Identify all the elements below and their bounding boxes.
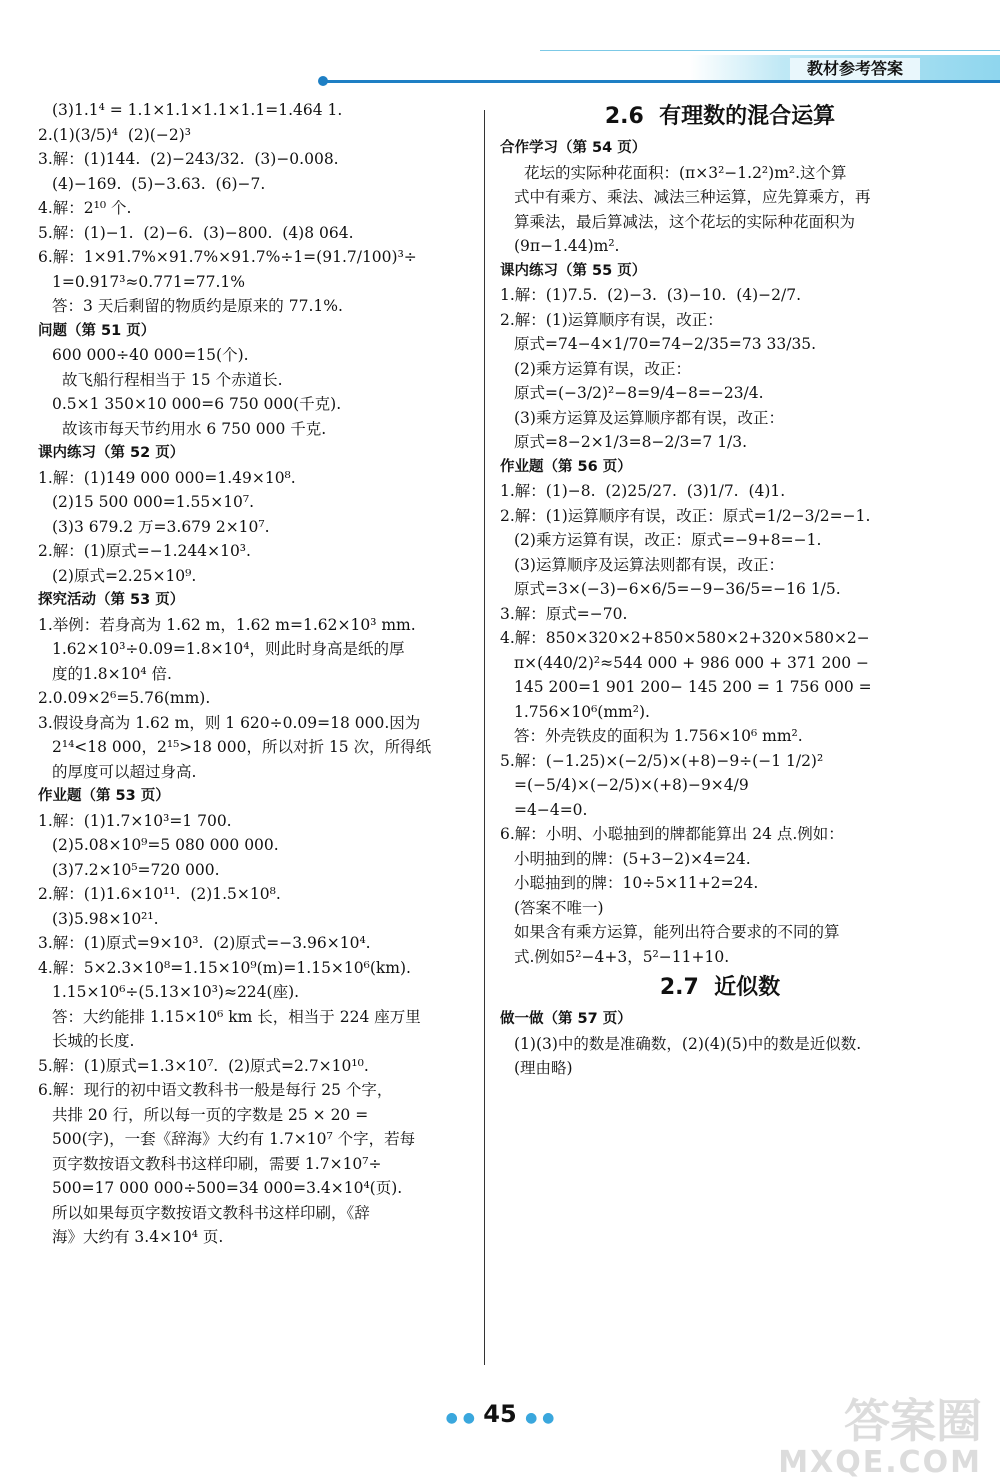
answer-line: π×(440/2)²≈544 000 + 986 000 + 371 200 − xyxy=(514,653,870,672)
answer-line: 1.解：(1)149 000 000=1.49×10⁸. xyxy=(38,468,296,487)
answer-line: (9π−1.44)m². xyxy=(514,237,620,255)
header-accent-line xyxy=(540,50,1000,51)
answer-line: 3.解：原式=−70. xyxy=(500,604,628,623)
answer-line: (理由略) xyxy=(514,1059,573,1077)
answer-line: 海》大约有 3.4×10⁴ 页. xyxy=(52,1228,224,1246)
answer-line: 原式=8−2×1/3=8−2/3=7 1/3. xyxy=(514,433,748,451)
subsection-heading: 做一做（第 57 页） xyxy=(500,1011,632,1027)
answer-line: 2.解：(1)运算顺序有误，改正： xyxy=(500,310,723,329)
subsection-heading: 课内练习（第 55 页） xyxy=(500,262,647,279)
answer-line: 1.解：(1)7.5. (2)−3. (3)−10. (4)−2/7. xyxy=(500,286,802,304)
answer-line: 6.解：1×91.7%×91.7%×91.7%÷1=(91.7/100)³÷ xyxy=(38,248,417,266)
answer-line: (3)3 679.2 万=3.679 2×10⁷. xyxy=(52,517,270,536)
answer-line: (3)1.1⁴ = 1.1×1.1×1.1×1.1=1.464 1. xyxy=(52,101,343,119)
answer-line: 故该市每天节约用水 6 750 000 千克. xyxy=(62,419,327,438)
section-title: 2.7 近似数 xyxy=(659,975,781,1000)
right-column xyxy=(500,98,940,1081)
answer-line: 1.举例：若身高为 1.62 m，1.62 m=1.62×10³ mm. xyxy=(38,615,416,634)
answer-line: 2.(1)(3/5)⁴ (2)(−2)³ xyxy=(38,125,191,144)
answer-line: 式.例如5²−4+3，5²−11+10. xyxy=(514,947,730,966)
subsection-heading: 作业题（第 56 页） xyxy=(500,458,632,475)
watermark-logo xyxy=(778,1394,982,1484)
answer-line: 3.解：(1)144. (2)−243/32. (3)−0.008. xyxy=(38,150,339,168)
answer-line: 所以如果每页字数按语文教科书这样印刷，《辞 xyxy=(52,1203,370,1222)
answer-line: 3.假设身高为 1.62 m，则 1 620÷0.09=18 000.因为 xyxy=(38,713,421,732)
answer-line: 2.解：(1)1.6×10¹¹. (2)1.5×10⁸. xyxy=(38,885,281,903)
answer-line: 5.解：(−1.25)×(−2/5)×(+8)−9÷(−1 1/2)² xyxy=(500,751,824,770)
answer-line: (2)15 500 000=1.55×10⁷. xyxy=(52,493,255,511)
answer-line: 6.解：小明、小聪抽到的牌都能算出 24 点.例如： xyxy=(500,825,844,843)
section-title: 2.6 有理数的混合运算 xyxy=(604,104,836,129)
answer-line: (3)5.98×10²¹. xyxy=(52,909,159,928)
footer-dots-right: ● ● xyxy=(525,1410,555,1426)
answer-line: (3)运算顺序及运算法则都有误，改正： xyxy=(514,555,784,574)
answer-line: 答：大约能排 1.15×10⁶ km 长，相当于 224 座万里 xyxy=(52,1007,421,1026)
answer-line: (2)5.08×10⁹=5 080 000 000. xyxy=(52,836,279,854)
answer-line: (1)(3)中的数是准确数，(2)(4)(5)中的数是近似数. xyxy=(514,1034,862,1053)
answer-line: 算乘法，最后算减法，这个花坛的实际种花面积为 xyxy=(514,212,856,231)
answer-line: 长城的长度. xyxy=(52,1032,135,1050)
page-number: 45 xyxy=(483,1400,517,1428)
answer-line: (2)乘方运算有误，改正：原式=−9+8=−1. xyxy=(514,531,822,549)
answer-line: 小聪抽到的牌：10÷5×11+2=24. xyxy=(514,874,759,892)
answer-line: 度的1.8×10⁴ 倍. xyxy=(52,664,172,683)
answer-line: 3.解：(1)原式=9×10³. (2)原式=−3.96×10⁴. xyxy=(38,934,371,952)
answer-line: 1.解：(1)1.7×10³=1 700. xyxy=(38,811,232,830)
answer-line: (答案不唯一) xyxy=(514,898,604,917)
answer-line: (4)−169. (5)−3.63. (6)−7. xyxy=(52,174,266,193)
answer-line: 2.解：(1)运算顺序有误，改正：原式=1/2−3/2=−1. xyxy=(500,506,871,525)
answer-line: 的厚度可以超过身高. xyxy=(52,762,197,781)
header-dot xyxy=(318,76,328,86)
answer-line: 145 200=1 901 200− 145 200 = 1 756 000 = xyxy=(514,678,872,696)
answer-line: 故飞船行程相当于 15 个赤道长. xyxy=(62,370,283,389)
header-title: 教材参考答案 xyxy=(790,58,920,80)
answer-line: 500(字)，一套《辞海》大约有 1.7×10⁷ 个字，若每 xyxy=(52,1130,416,1148)
answer-line: 1.756×10⁶(mm²). xyxy=(514,702,650,721)
answer-line: (3)乘方运算及运算顺序都有误，改正： xyxy=(514,408,784,427)
answer-line: (2)乘方运算有误，改正： xyxy=(514,359,691,378)
footer-dots-left: ● ● xyxy=(445,1410,475,1426)
answer-line: 600 000÷40 000=15(个). xyxy=(52,346,249,364)
answer-line: 原式=(−3/2)²−8=9/4−8=−23/4. xyxy=(514,384,764,402)
column-divider xyxy=(484,110,485,1365)
answer-line: 如果含有乘方运算，能列出符合要求的不同的算 xyxy=(514,923,840,941)
answer-line: 4.解：850×320×2+850×580×2+320×580×2− xyxy=(500,629,870,647)
answer-line: (3)7.2×10⁵=720 000. xyxy=(52,860,220,879)
watermark-line1: 答案圈 xyxy=(844,1394,982,1448)
answer-line: 2.解：(1)原式=−1.244×10³. xyxy=(38,542,251,560)
answer-line: =(−5/4)×(−2/5)×(+8)−9×4/9 xyxy=(514,776,749,794)
watermark-line2: MXQE.COM xyxy=(778,1445,982,1480)
answer-line: 2¹⁴<18 000，2¹⁵>18 000，所以对折 15 次，所得纸 xyxy=(52,738,432,756)
answer-line: 4.解：2¹⁰ 个. xyxy=(38,199,132,217)
answer-line: 1.62×10³÷0.09=1.8×10⁴，则此时身高是纸的厚 xyxy=(52,640,405,658)
header-rule xyxy=(320,80,1000,83)
subsection-heading: 探究活动（第 53 页） xyxy=(38,592,185,608)
subsection-heading: 作业题（第 53 页） xyxy=(38,788,170,804)
answer-line: 1.15×10⁶÷(5.13×10³)≈224(座). xyxy=(52,983,300,1001)
subsection-heading: 合作学习（第 54 页） xyxy=(500,140,647,156)
answer-line: 1.解：(1)−8. (2)25/27. (3)1/7. (4)1. xyxy=(500,482,786,500)
answer-line: 4.解：5×2.3×10⁸=1.15×10⁹(m)=1.15×10⁶(km). xyxy=(38,958,411,977)
answer-line: 答：外壳铁皮的面积为 1.756×10⁶ mm². xyxy=(514,727,803,745)
answer-line: 式中有乘方、乘法、减法三种运算，应先算乘方，再 xyxy=(514,188,871,206)
subsection-heading: 课内练习（第 52 页） xyxy=(38,445,185,461)
answer-line: 原式=74−4×1/70=74−2/35=73 33/35. xyxy=(514,335,817,353)
answer-line: 1=0.917³≈0.771=77.1% xyxy=(52,272,246,291)
answer-line: 花坛的实际种花面积：(π×3²−1.2²)m².这个算 xyxy=(524,163,847,182)
answer-line: 0.5×1 350×10 000=6 750 000(千克). xyxy=(52,395,342,413)
answer-line: 共排 20 行，所以每一页的字数是 25 × 20 = xyxy=(52,1105,369,1124)
answer-line: 6.解：现行的初中语文教科书一般是每行 25 个字， xyxy=(38,1081,393,1099)
answer-line: 答：3 天后剩留的物质约是原来的 77.1%. xyxy=(52,297,343,315)
answer-line: 5.解：(1)−1. (2)−6. (3)−800. (4)8 064. xyxy=(38,223,354,242)
answer-line: 页字数按语文教科书这样印刷，需要 1.7×10⁷÷ xyxy=(52,1154,382,1173)
answer-line: 原式=3×(−3)−6×6/5=−9−36/5=−16 1/5. xyxy=(514,580,841,598)
answer-line: =4−4=0. xyxy=(514,800,588,819)
answer-line: 500=17 000 000÷500=34 000=3.4×10⁴(页). xyxy=(52,1179,403,1197)
answer-line: 5.解：(1)原式=1.3×10⁷. (2)原式=2.7×10¹⁰. xyxy=(38,1056,369,1075)
answer-line: 2.0.09×2⁶=5.76(mm). xyxy=(38,689,211,707)
answer-line: 小明抽到的牌：(5+3−2)×4=24. xyxy=(514,849,751,868)
left-column xyxy=(38,98,470,1250)
answer-line: (2)原式=2.25×10⁹. xyxy=(52,566,197,585)
subsection-heading: 问题（第 51 页） xyxy=(38,322,156,339)
